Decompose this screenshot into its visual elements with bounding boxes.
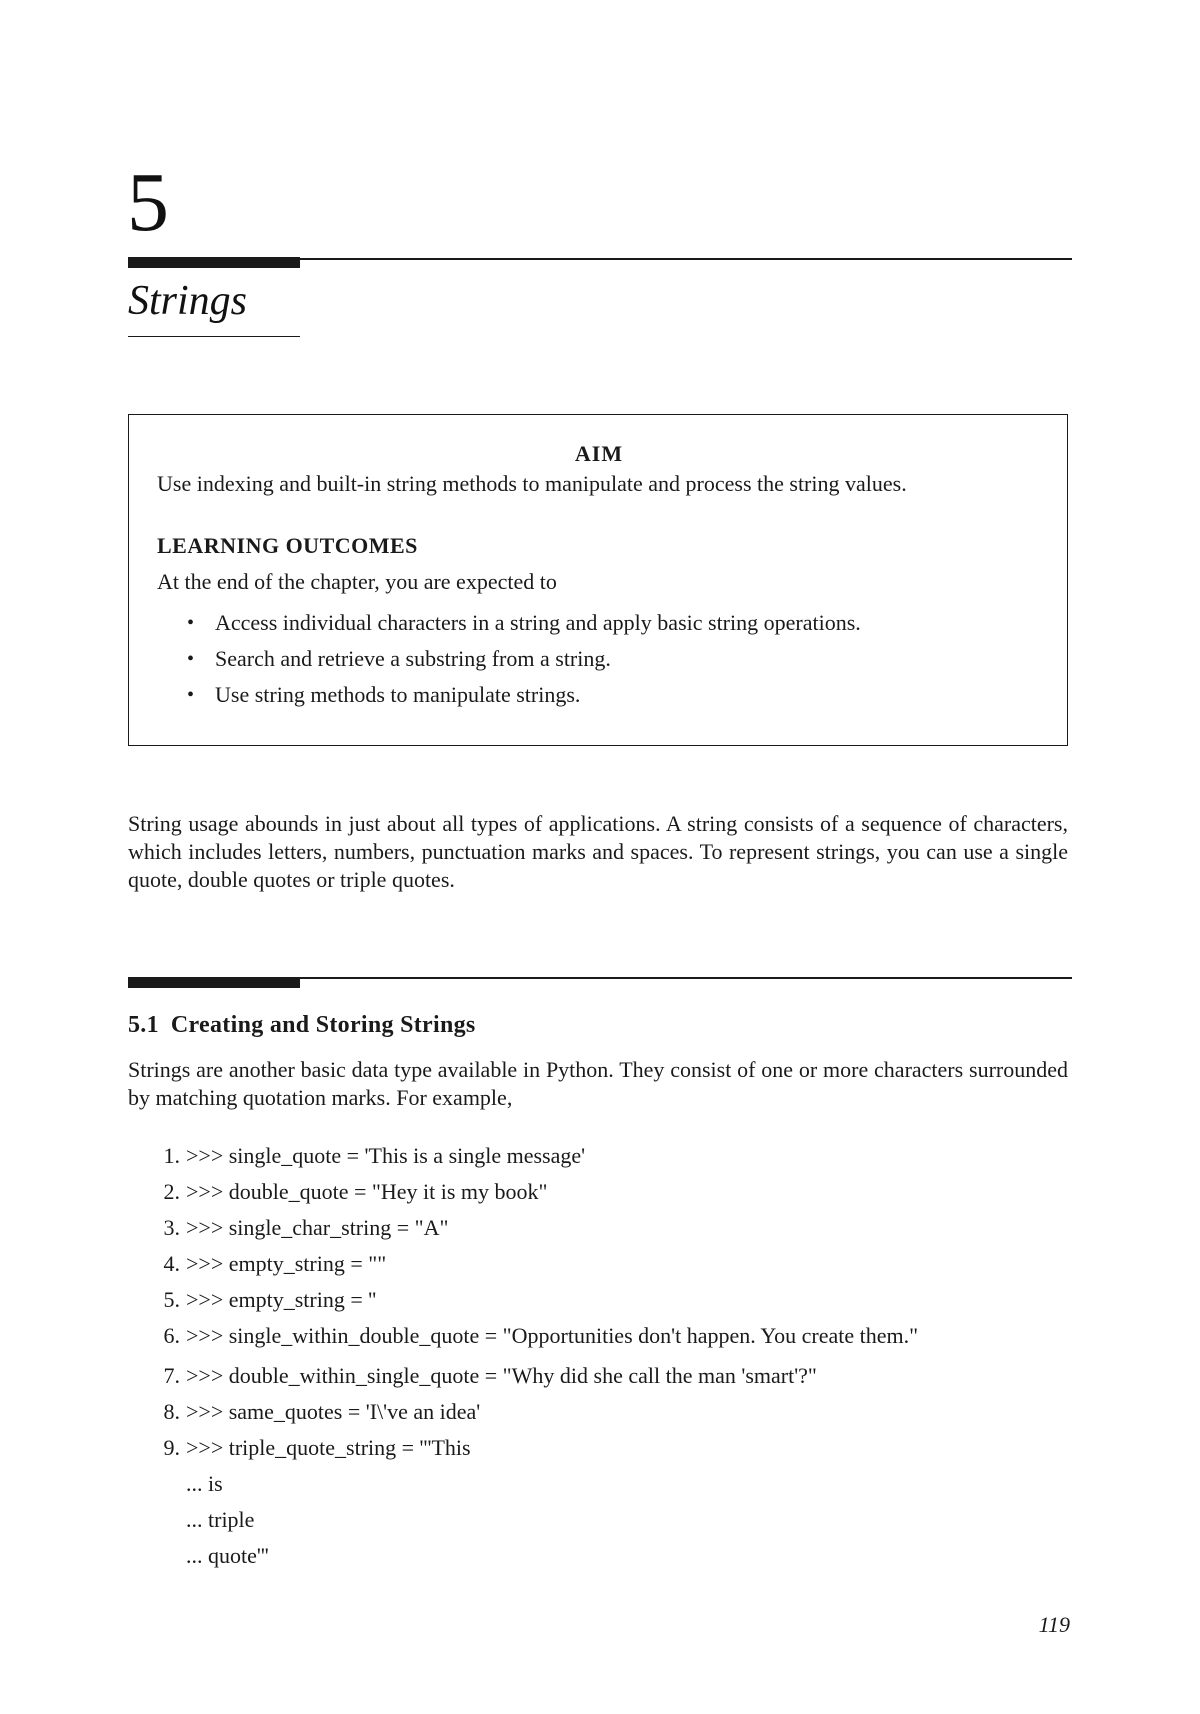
list-item — [185, 605, 861, 641]
page-number: 119 — [1038, 1612, 1070, 1637]
learning-outcomes-heading: LEARNING OUTCOMES — [157, 533, 418, 558]
code-line — [150, 1174, 986, 1210]
line-number: 4. — [163, 1251, 180, 1276]
learning-outcomes-intro: At the end of the chapter, you are expected to — [157, 569, 557, 594]
aim-box — [128, 414, 1068, 746]
chapter-rule-thin — [300, 258, 1072, 260]
bullet-icon: • — [187, 612, 195, 634]
code-line — [150, 1394, 986, 1430]
chapter-title-underline — [128, 336, 300, 337]
code-line — [150, 1282, 986, 1318]
section-heading — [128, 1012, 476, 1039]
section-rule-thick — [128, 977, 300, 988]
list-item — [185, 641, 861, 677]
code-text: >>> single_char_string = "A" — [186, 1215, 449, 1240]
chapter-number: 5 — [127, 156, 169, 249]
code-text: ... quote''' — [186, 1543, 269, 1568]
bullet-icon: • — [187, 648, 195, 670]
chapter-rule-thick — [128, 257, 300, 268]
code-line — [150, 1246, 986, 1282]
line-number: 2. — [163, 1179, 180, 1204]
code-text: >>> empty_string = '' — [186, 1287, 377, 1312]
code-text: >>> single_quote = 'This is a single message' — [186, 1143, 586, 1168]
aim-text: Use indexing and built-in string methods to manipulate and process the string values. — [157, 471, 907, 496]
section-number: 5.1 — [128, 1012, 159, 1038]
outcome-text: Access individual characters in a string and apply basic string operations. — [215, 610, 861, 635]
section-paragraph: Strings are another basic data type available in Python. They consist of one or more characters surrounded by matching quotation marks. For example, — [128, 1057, 1068, 1110]
code-line — [150, 1358, 986, 1394]
code-text: ... triple — [186, 1507, 255, 1532]
code-text: >>> single_within_double_quote = "Opportunities don't happen. You create them." — [186, 1323, 919, 1348]
bullet-icon: • — [187, 684, 195, 706]
code-continuation-line — [150, 1502, 986, 1538]
line-number: 1. — [163, 1143, 180, 1168]
code-continuation-line — [150, 1538, 986, 1574]
chapter-title: Strings — [128, 278, 248, 324]
code-text: >>> same_quotes = 'I\'ve an idea' — [186, 1399, 481, 1424]
code-example-list — [150, 1138, 986, 1574]
code-text: >>> double_quote = "Hey it is my book" — [186, 1179, 548, 1204]
code-continuation-line — [150, 1466, 986, 1502]
line-number: 5. — [163, 1287, 180, 1312]
list-item — [185, 677, 861, 713]
code-line — [150, 1138, 986, 1174]
aim-heading: AIM — [574, 441, 624, 466]
code-text: >>> triple_quote_string = '''This — [186, 1435, 471, 1460]
intro-paragraph: String usage abounds in just about all types of applications. A string consists of a sequence of characters, which includes letters, numbers, punctuation marks and spaces. To represent strings, you can use a single quote, double quotes or triple quotes. — [128, 811, 1068, 892]
code-line — [150, 1322, 986, 1350]
outcome-text: Search and retrieve a substring from a string. — [215, 646, 611, 671]
code-text: ... is — [186, 1471, 223, 1496]
line-number: 3. — [163, 1215, 180, 1240]
line-number: 8. — [163, 1399, 180, 1424]
code-text: >>> double_within_single_quote = "Why did she call the man 'smart'?" — [186, 1363, 817, 1388]
section-title: Creating and Storing Strings — [170, 1012, 476, 1038]
learning-outcomes-list — [185, 605, 861, 713]
line-number: 9. — [163, 1435, 180, 1460]
code-line — [150, 1210, 986, 1246]
line-number: 6. — [163, 1323, 180, 1348]
code-text: >>> empty_string = "" — [186, 1251, 387, 1276]
section-rule-thin — [300, 977, 1072, 979]
line-number: 7. — [163, 1363, 180, 1388]
outcome-text: Use string methods to manipulate strings. — [215, 682, 581, 707]
code-line — [150, 1430, 986, 1466]
